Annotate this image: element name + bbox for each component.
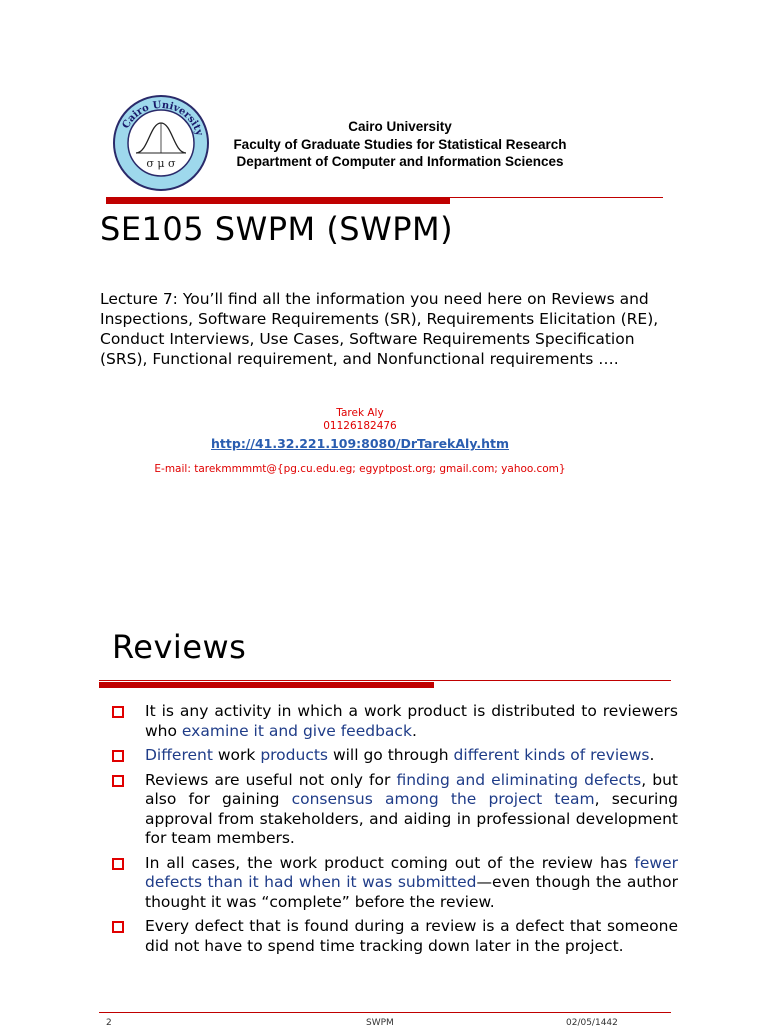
bullet-box-icon [112,750,124,762]
author-phone: 01126182476 [323,420,397,432]
footer-course: SWPM [366,1018,394,1028]
email-line: E-mail: tarekmmmmt@{pg.cu.edu.eg; egyptpost.org; gmail.com; yahoo.com} [154,463,566,475]
list-item: Every defect that is found during a review is a defect that someone did not have to spend time tracking down later in the project. [112,917,678,956]
author-info [240,407,480,433]
department-name: Department of Computer and Information Sciences [236,154,564,169]
institution-header [200,118,600,171]
author-name: Tarek Aly [336,407,384,419]
footer-date: 02/05/1442 [566,1018,618,1028]
homepage-link[interactable]: http://41.32.221.109:8080/DrTarekAly.htm [211,436,509,451]
logo-ring-text: Cairo University [120,99,205,138]
slide-title: SE105 SWPM (SWPM) [100,210,454,248]
section-heading: Reviews [112,628,247,666]
list-item: Different work products will go through different kinds of reviews. [112,746,678,766]
logo-greek-text: σ μ σ [146,157,176,170]
faculty-name: Faculty of Graduate Studies for Statistical Research [233,136,567,152]
review-bullet-list [112,702,678,961]
heading-rule-thick [99,682,434,688]
footer-rule [99,1012,671,1013]
footer-page-number: 2 [106,1018,112,1028]
bullet-box-icon [112,921,124,933]
heading-rule-thin [99,680,671,681]
list-item: In all cases, the work product coming out of the review has fewer defects than it had when it was submitted—even though the author thought it was “complete” before the review. [112,854,678,913]
title-rule-thick [106,198,450,204]
university-name: Cairo University [348,119,452,134]
list-item: It is any activity in which a work product is distributed to reviewers who examine it and give feedback. [112,702,678,741]
lecture-description: Lecture 7: You’ll find all the information you need here on Reviews and Inspections, Software Requirements (SR), Requirements Elicitation (RE), Conduct Interviews, Use Cases, Software Requirements Specification (SRS), Functional requirement, and Nonfunctional requirements …. [100,290,659,368]
university-logo [110,93,212,193]
title-rule-thin [106,197,663,198]
bullet-box-icon [112,706,124,718]
bullet-box-icon [112,858,124,870]
bullet-box-icon [112,775,124,787]
list-item: Reviews are useful not only for finding and eliminating defects, but also for gaining consensus among the project team, securing approval from stakeholders, and aiding in professional development for team members. [112,771,678,849]
